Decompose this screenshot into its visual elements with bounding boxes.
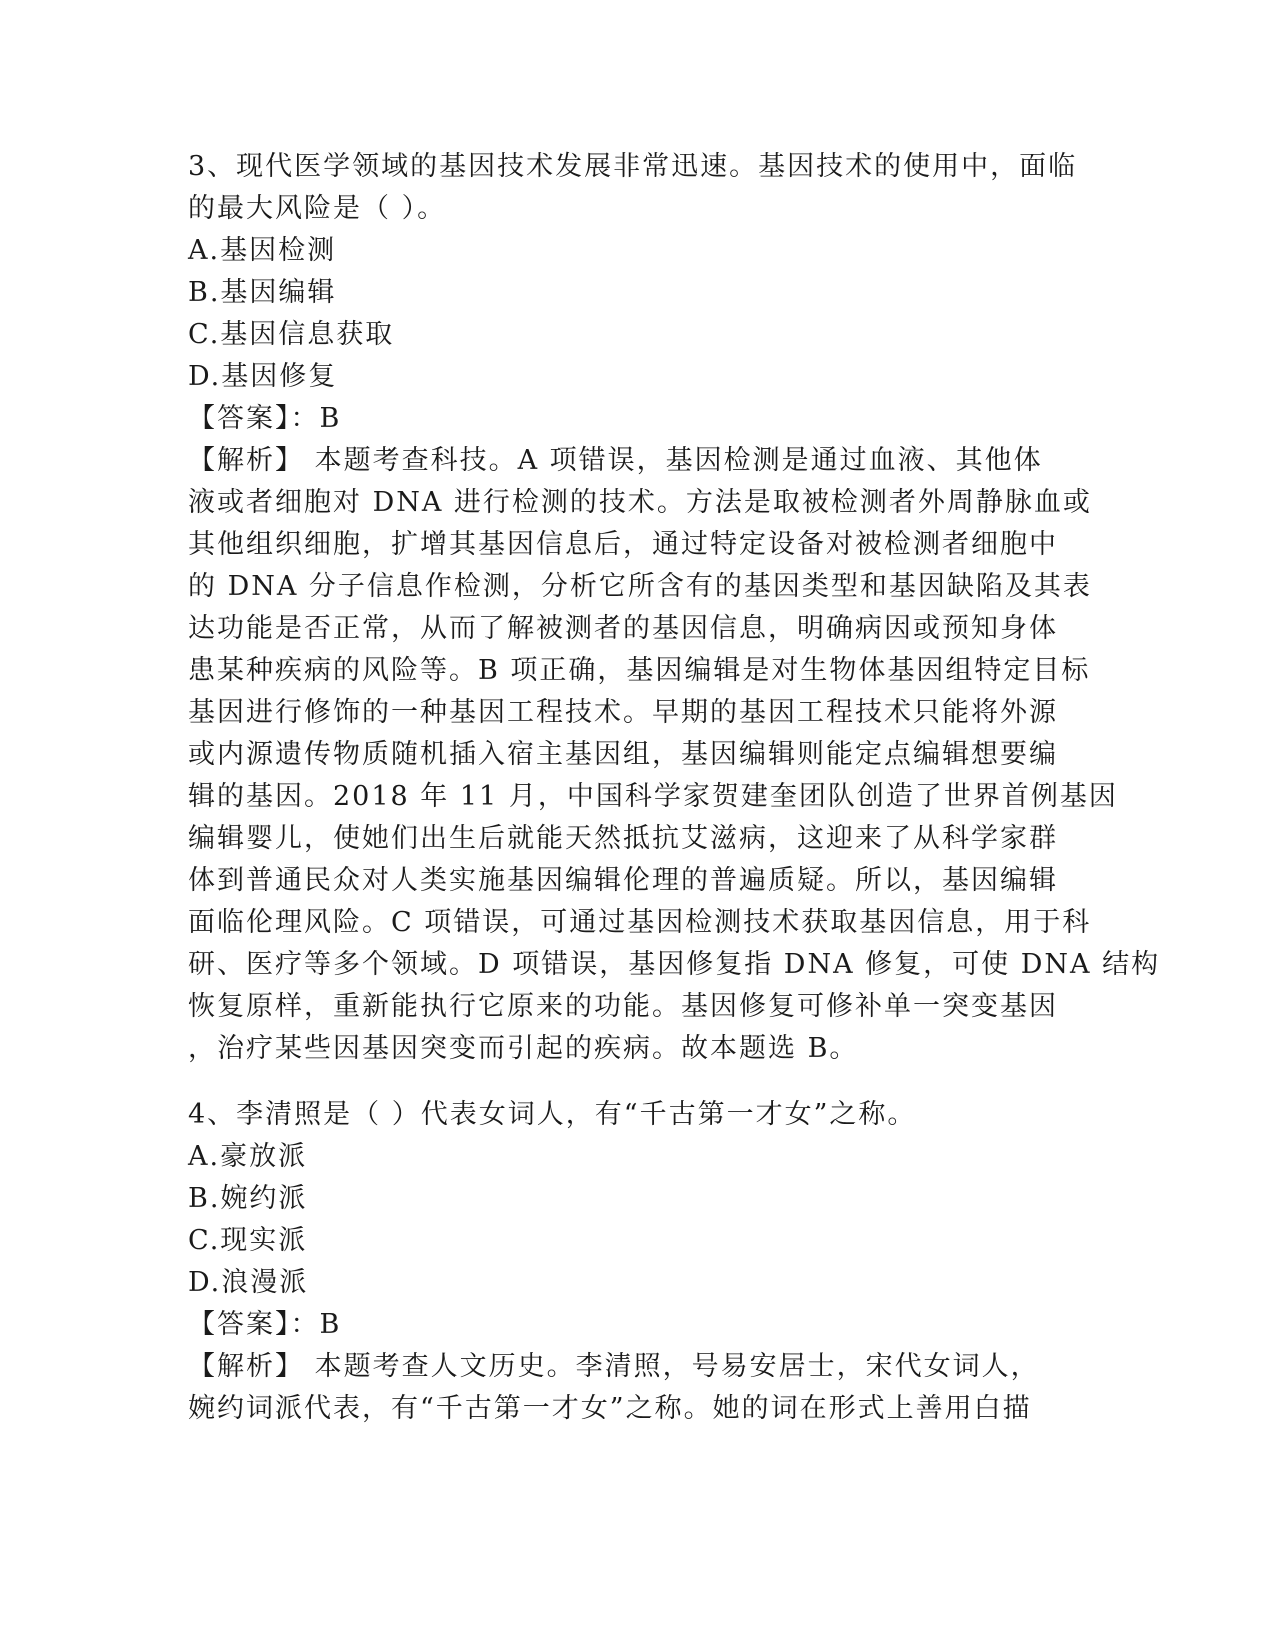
analysis-line: 液或者细胞对 DNA 进行检测的技术。方法是取被检测者外周静脉血或 [188, 487, 1092, 518]
option-c: C.现实派 [188, 1225, 308, 1256]
question-stem-line: 4、李清照是（ ）代表女词人，有“千古第一才女”之称。 [188, 1099, 917, 1130]
analysis-line: 的 DNA 分子信息作检测，分析它所含有的基因类型和基因缺陷及其表 [188, 571, 1092, 602]
option-d: D.基因修复 [188, 361, 338, 392]
analysis-line: 达功能是否正常，从而了解被测者的基因信息，明确病因或预知身体 [188, 613, 1058, 644]
analysis-line: 体到普通民众对人类实施基因编辑伦理的普遍质疑。所以，基因编辑 [188, 865, 1058, 896]
analysis-line: 【解析】 本题考查人文历史。李清照，号易安居士，宋代女词人， [188, 1351, 1040, 1382]
document-content [188, 146, 1161, 1430]
analysis-line: 患某种疾病的风险等。B 项正确，基因编辑是对生物体基因组特定目标 [188, 655, 1091, 686]
option-b: B.婉约派 [188, 1183, 308, 1214]
question-stem-line: 3、现代医学领域的基因技术发展非常迅速。基因技术的使用中，面临 [188, 151, 1078, 182]
analysis-line: 婉约词派代表，有“千古第一才女”之称。她的词在形式上善用白描 [188, 1393, 1032, 1424]
analysis-line: ，治疗某些因基因突变而引起的疾病。故本题选 B。 [188, 1033, 859, 1064]
analysis-line: 面临伦理风险。C 项错误，可通过基因检测技术获取基因信息，用于科 [188, 907, 1092, 938]
option-d: D.浪漫派 [188, 1267, 309, 1298]
question-4 [188, 1094, 1088, 1430]
analysis-line: 其他组织细胞，扩增其基因信息后，通过特定设备对被检测者细胞中 [188, 529, 1058, 560]
analysis-line: 研、医疗等多个领域。D 项错误，基因修复指 DNA 修复，可使 DNA 结构 [188, 949, 1161, 980]
question-spacer [188, 1070, 1088, 1094]
option-b: B.基因编辑 [188, 277, 337, 308]
answer-line: 【答案】：B [188, 403, 342, 434]
analysis-line: 编辑婴儿，使她们出生后就能天然抵抗艾滋病，这迎来了从科学家群 [188, 823, 1058, 854]
option-a: A.豪放派 [188, 1141, 308, 1172]
question-3 [188, 146, 1161, 1070]
option-c: C.基因信息获取 [188, 319, 395, 350]
option-a: A.基因检测 [188, 235, 337, 266]
question-stem-line: 的最大风险是（ ）。 [188, 193, 447, 224]
answer-line: 【答案】：B [188, 1309, 342, 1340]
analysis-line: 恢复原样，重新能执行它原来的功能。基因修复可修补单一突变基因 [188, 991, 1058, 1022]
analysis-line: 或内源遗传物质随机插入宿主基因组，基因编辑则能定点编辑想要编 [188, 739, 1058, 770]
analysis-line: 【解析】 本题考查科技。A 项错误，基因检测是通过血液、其他体 [188, 445, 1043, 476]
analysis-line: 基因进行修饰的一种基因工程技术。早期的基因工程技术只能将外源 [188, 697, 1058, 728]
analysis-line: 辑的基因。2018 年 11 月，中国科学家贺建奎团队创造了世界首例基因 [188, 781, 1118, 812]
